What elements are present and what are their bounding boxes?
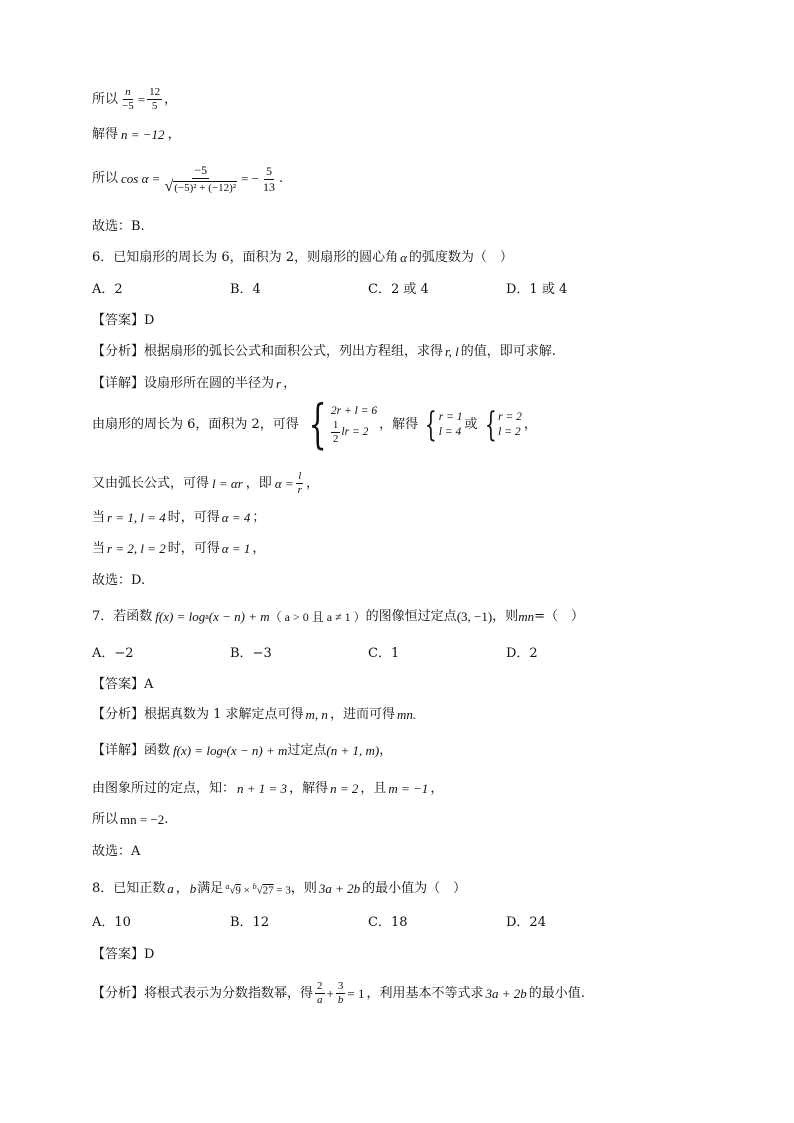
q7-conclusion: 故选：A xyxy=(92,844,141,859)
q6-analysis: 【分析】根据扇形的弧长公式和面积公式，列出方程组，求得 r, l 的值，即可求解. xyxy=(92,344,556,359)
math: = − xyxy=(241,171,260,186)
q6-case-1: 当 r = 1, l = 4 时，可得 α = 4 ； xyxy=(92,510,266,525)
line-cos xyxy=(92,163,283,195)
text: 所以 xyxy=(92,171,119,186)
option-b: B．12 xyxy=(230,915,270,930)
radical-condition: $^a$√9 × $^b$√27 = 3 xyxy=(225,882,291,897)
math: cos α = xyxy=(121,171,161,186)
fraction: $\frac{12}{5}$ xyxy=(149,86,161,112)
option-c: C．2 或 4 xyxy=(368,282,429,297)
math: n = −12 xyxy=(121,127,165,142)
option-b: B．−3 xyxy=(230,646,272,661)
q6-detail: 【详解】设扇形所在圆的半径为 r ， xyxy=(92,376,297,391)
q6-case-2: 当 r = 2, l = 2 时，可得 α = 1 ， xyxy=(92,541,266,556)
q7-fixed-point: 由图象所过的定点，知： n + 1 = 3 ，解得 n = 2 ，且 m = −1 ， xyxy=(92,781,444,796)
q6-conclusion: 故选：D. xyxy=(92,573,146,588)
line-choose-b: 故选：B. xyxy=(92,219,145,234)
option-d: D．24 xyxy=(506,915,546,930)
q6-system: 由扇形的周长为 6，面积为 2，可得 { 2r + l = 6 $\frac{1}{2}$ lr = 2 ，解得 { r = 1 l = 4 或 { r = 2 l = 2 ， xyxy=(92,395,537,455)
q8-stem: 8．已知正数 a ， b 满足 $^a$√9 × $^b$√27 = 3 ，则 3a + 2b 的最小值为（ ） xyxy=(92,880,467,897)
q6-arc-formula: 又由弧长公式，可得 l = αr ，即 α = $\frac{l}{r}$ ， xyxy=(92,470,319,496)
q8-options xyxy=(92,915,644,931)
equation-system: { 2r + l = 6 $\frac{1}{2}$ lr = 2 xyxy=(308,395,378,455)
text: ， xyxy=(164,91,178,107)
text: 所以 xyxy=(92,91,119,107)
solution-system-2: { r = 2 l = 2 xyxy=(484,405,522,445)
option-b: B．4 xyxy=(230,282,261,297)
fraction: $\frac{n}{-5}$ xyxy=(122,86,134,112)
q7-result: 所以 mn = −2 . xyxy=(92,812,169,827)
text: . xyxy=(279,171,284,186)
math: = xyxy=(137,91,146,107)
q7-options xyxy=(92,646,644,662)
line-ratio xyxy=(92,86,177,113)
text: ， xyxy=(167,127,181,142)
q7-stem: 7．若函数 f(x) = log a (x − n) + m （ a > 0 且 a ≠ 1 ） 的图像恒过定点 (3, −1) ，则 mn =（ ） xyxy=(92,609,584,624)
q6-options xyxy=(92,282,644,298)
option-c: C．1 xyxy=(368,646,400,661)
q6-answer: 【答案】D xyxy=(92,313,155,328)
q7-detail: 【详解】函数 f(x) = log a (x − n) + m 过定点 (n + 1, m) ， xyxy=(92,743,393,758)
option-c: C．18 xyxy=(368,915,408,930)
option-a: A．−2 xyxy=(92,646,134,661)
line-solve-n xyxy=(92,127,181,143)
option-d: D．2 xyxy=(506,646,538,661)
fraction: $\frac{5}{13}$ xyxy=(263,163,276,194)
fraction: −5 √ (−5)² + (−12)² xyxy=(164,163,237,195)
q7-answer: 【答案】A xyxy=(92,677,154,692)
text: 解得 xyxy=(92,127,119,142)
q8-analysis: 【分析】将根式表示为分数指数幂，得 $\frac{2}{a}$ + $\frac{3}{b}$ = 1 ，利用基本不等式求 3a + 2b 的最小值. xyxy=(92,980,585,1006)
q6-stem: 6．已知扇形的周长为 6，面积为 2，则扇形的圆心角 α 的弧度数为（ ） xyxy=(92,250,513,265)
q8-answer: 【答案】D xyxy=(92,947,155,962)
option-a: A．10 xyxy=(92,915,131,930)
solution-system-1: { r = 1 l = 4 xyxy=(424,405,463,445)
option-d: D．1 或 4 xyxy=(506,282,568,297)
q7-analysis: 【分析】根据真数为 1 求解定点可得 m, n ，进而可得 mn. xyxy=(92,707,417,722)
option-a: A．2 xyxy=(92,282,123,297)
